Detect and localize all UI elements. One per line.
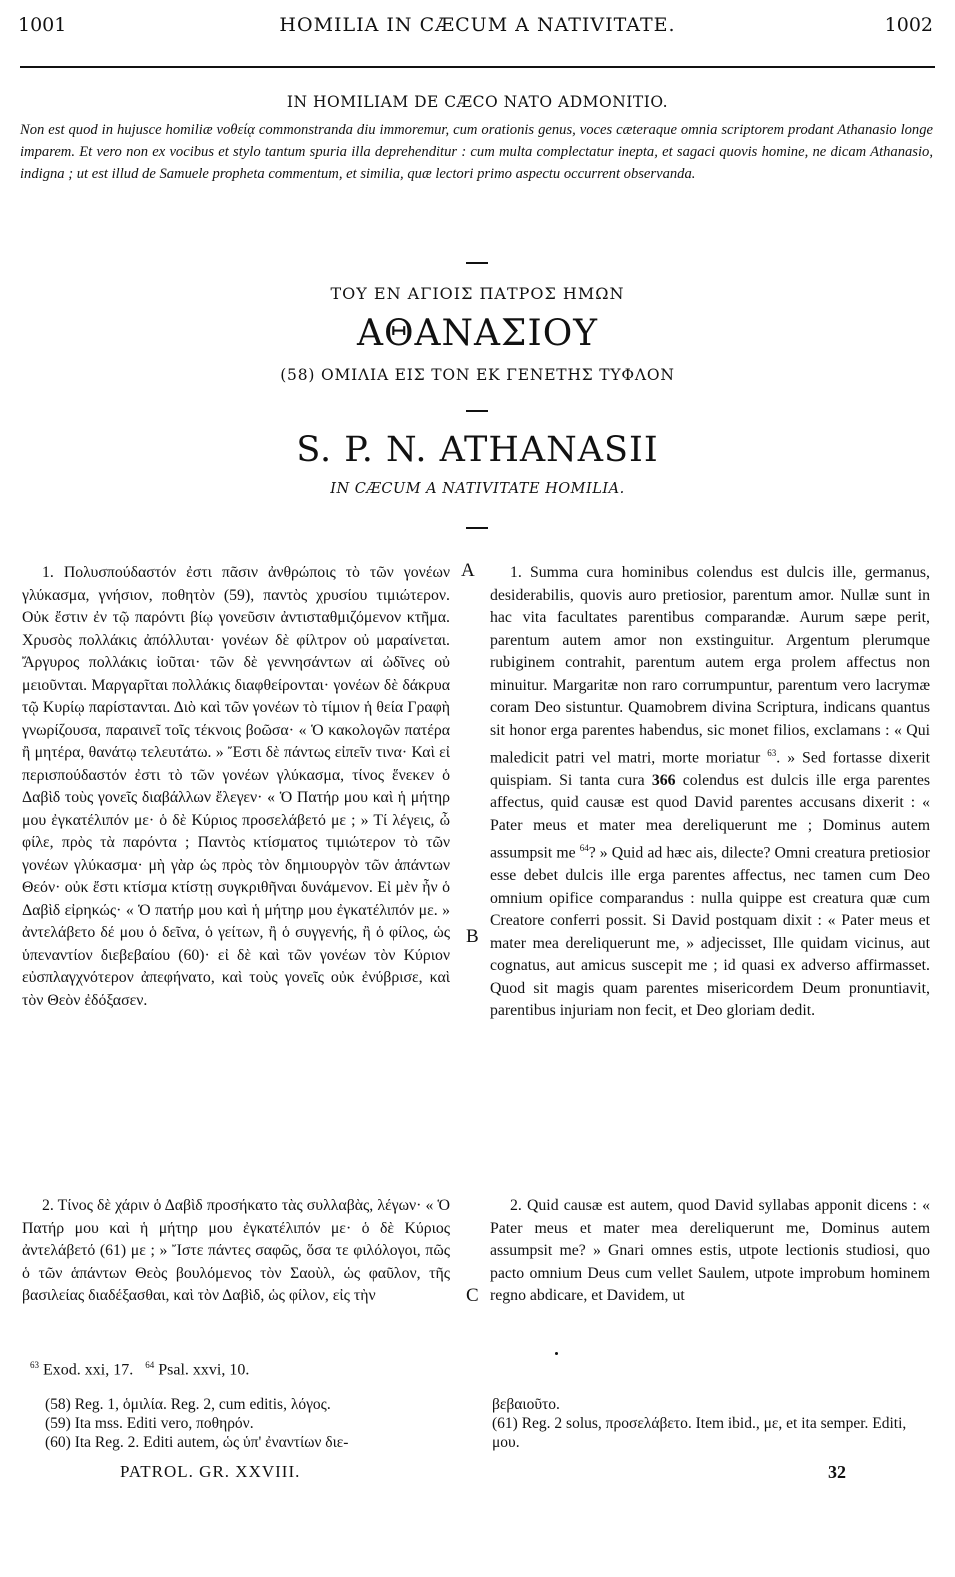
signature-mark: PATROL. GR. XXVIII.: [120, 1462, 301, 1481]
column-number-left: 1001: [18, 14, 67, 36]
latin-homily-title: IN CÆCUM A NATIVITATE HOMILIA.: [330, 481, 625, 497]
margin-letter-b: B: [466, 926, 479, 947]
divider-dash: [466, 410, 488, 412]
divider-dash: [466, 262, 488, 264]
footnotes-right: [492, 1395, 922, 1452]
admonitio-text: Non est quod in hujusce homiliæ νοθείᾳ commonstranda diu immoremur, cum orationis genus, voces cæteraque omnia scriptorem prodant Athanasio longe imparem. Et vero non ex vocibus et stylo tantum spuria illa deprehenditur : cum multa complectatur inepta, et sagaci quovis homine, ne dicam Athanasio, indigna ; ut est illud de Samuele propheta commentum, et similia, quæ lectori primo aspectu occurrent observanda.: [20, 122, 933, 182]
margin-letter-a: A: [461, 560, 475, 581]
footnote: βεβαιοῦτο.: [492, 1396, 560, 1413]
note-text: Exod. xxi, 17.: [43, 1361, 134, 1379]
divider-dash: [466, 527, 488, 529]
column-number-marker: 366: [651, 771, 676, 789]
greek-pretitle: ΤΟΥ ΕΝ ΑΓΙΟΙΣ ΠΑΤΡΟΣ ΗΜΩΝ: [330, 284, 625, 303]
greek-paragraph-1: [22, 562, 450, 1012]
greek-homily-title: (58) ΟΜΙΛΙΑ ΕΙΣ ΤΟΝ ΕΚ ΓΕΝΕΤΗΣ ΤΥΦΛΟΝ: [280, 366, 675, 384]
footnote: (58) Reg. 1, ὁμιλία. Reg. 2, cum editis, λόγος.: [45, 1396, 331, 1413]
ink-dot: [555, 1352, 558, 1355]
note-number: 63: [30, 1360, 39, 1370]
greek-paragraph-2: [22, 1195, 450, 1308]
latin-paragraph-2: [490, 1195, 930, 1308]
latin-paragraph-1: [490, 562, 930, 1023]
margin-letter-c: C: [466, 1285, 479, 1306]
scripture-notes: [30, 1356, 249, 1379]
latin-text: 2. Quid causæ est autem, quod David syllabas apponit dicens : « Pater meus et mater mea dereliquerunt me, Dominus autem assumpsit me? » Gnari omnes estis, utpote lectionis studiosi, quo pacto omnium Deus cum vellet Saulem, utpote improbum hominem regno abdicare, et Davidem, ut: [490, 1197, 930, 1304]
latin-text: ? » Quid ad hæc ais, dilecte? Omni creatura pretiosior esse debet dulcis ille erga parentes affectus, nec tamen cum Deo omnium opifice comparandus : nulla quippe est creatura quæ cum Creatore conferri possit. Si David postquam dixit : « Pater meus et mater mea dereliquerunt me, » adjecisset, Ille quidam vicinus, aut cognatus, aut amicus suscepit me ; id quasi ex adverso affirmasset. Quod sit magis quam parentes misericordem Deum pronuntiavit, parentibus injuriam non fecit, et Deo gloriam dedit.: [490, 844, 931, 1020]
footnote-ref-64: 64: [579, 843, 589, 854]
header-rule: [20, 66, 935, 68]
footnote-ref-63: 63: [767, 748, 777, 758]
greek-text: 2. Τίνος δὲ χάριν ὁ Δαβὶδ προσήκατο τὰς συλλαβὰς, λέγων· « Ὁ Πατήρ μου καὶ ἡ μήτηρ μου ἐγκατέλιπόν με· ὁ δὲ Κύριος ἀντελάβετό (61) με ; » Ἴστε πάντες σαφῶς, ὅσα τε φιλόλογοι, πῶς ὁ τῶν ἁπάντων Θεὸς βουλόμενος τὸν Σαοὺλ, ὡς φαῦλον, τῆς βασιλείας διαδέξασθαι, καὶ τὸν Δαβὶδ, ὡς φίλον, εἰς τὴν: [22, 1197, 450, 1304]
column-number-right: 1002: [884, 14, 933, 36]
latin-text: 1. Summa cura hominibus colendus est dulcis ille, germanus, desiderabilis, quovis auro pretiosior, parentum amor. Nullæ sunt in hac vita facultates parentibus comparandæ. Aurum sæpe perit, parentum autem amor non exstinguitur. Argentum plerumque rubiginem contrahit, parentum autem erga prolem affectus non minuitur. Margaritæ non raro corrumpuntur, parentum vero lacrymæ coram Deo sistuntur. Quamobrem divina Scriptura, indicans quantus sit honor erga parentes habendus, sic monet filios, exclamans : « Qui maledicit patri vel matri, morte moriatur: [490, 564, 930, 767]
admonitio-heading: IN HOMILIAM DE CÆCO NATO ADMONITIO.: [286, 93, 669, 111]
note-text: Psal. xxvi, 10.: [158, 1361, 250, 1379]
greek-text: 1. Πολυσπούδαστόν ἐστι πᾶσιν ἀνθρώποις τὸ τῶν γονέων γλύκασμα, γνήσιον, ποθητὸν (59), παντὸς χρυσίου τιμιώτερον. Οὐκ ἔστιν ἐν τῷ παρόντι βίῳ γονεῦσιν ἀντισταθμιζόμενον κτῆμα. Χρυσὸς πολλάκις ἀπόλλυται· γονέων δὲ φίλτρον οὐ μαραίνεται. Ἄργυρος πολλάκις ἰοῦται· τῶν δὲ γεννησάντων αἱ ὠδῖνες οὐ μειοῦνται. Μαργαρῖται πολλάκις διαφθείρονται· γονέων δὲ δάκρυα τῷ Κυρίῳ παρίστανται. Διὸ καὶ τῶν γονέων τὸ τίμιον ἡ θεία Γραφὴ γνωρίζουσα, παραινεῖ τοῖς τέκνοις βοῶσα· « Ὁ κακολογῶν πατέρα ἢ μητέρα, θανάτῳ τελευτάτω. » Ἔστι δὲ πάντως εἰπεῖν τινα· Καὶ εἰ περισπούδαστόν ἐστι τὸ τῶν γονέων γλύκασμα, τίνος ἕνεκεν ὁ Δαβὶδ τοὺς γονεῖς διαβάλλων ἔλεγεν· « Ὁ Πατήρ μου καὶ ἡ μήτηρ μου ἐγκατέλιπόν με· ὁ δὲ Κύριος προσελάβετό με ; » Τί λέγεις, ὦ φίλε, πρὸς τὰ παρόντα ; Παντὸς κτίσματος τιμιώτερον τὸ τῶν γονέων γλύκασμα· μὴ γὰρ ὡς πρὸς τὸν δημιουργὸν τῶν ἁπάντων Θεόν· οὐκ ἔστι κτίσμα κτίστῃ συγκριθῆναι δυνάμενον. Εἰ μὲν ἦν ὁ Δαβὶδ εἰρηκώς· « Ὁ πατήρ μου καὶ ἡ μήτηρ μου ἐγκατέλιπόν με. » ἀντελάβετο δέ μου ὁ δεῖνα, ὁ γείτων, ἢ ὁ συγγενής, ἢ ὁ φίλος, ὡς ὑπεναντίον διεβεβαίου (60)· εἰ δὲ καὶ τῶν γονέων τὸν Κύριον εὐσπλαγχνότερον ἀπεφήνατο, καὶ τοὺς γονεῖς οὐκ ἐνύβρισε, καὶ τὸν Θεὸν ἐδόξασεν.: [22, 564, 450, 1009]
page-number: 32: [828, 1462, 846, 1482]
footnote: (60) Ita Reg. 2. Editi autem, ὡς ὑπ' ἐναντίων διε-: [45, 1434, 349, 1451]
note-number: 64: [145, 1360, 155, 1370]
footnote: (61) Reg. 2 solus, προσελάβετο. Item ibid., με, et ita semper. Editi, μου.: [492, 1415, 907, 1451]
latin-author-name: S. P. N. ATHANASII: [296, 430, 659, 470]
latin-text: colendus est dulcis ille erga parentes affectus, quid causæ est quod David parentes accusans dixerit : « Pater meus et mater mea dereliquerunt me ; Dominus autem assumpsit me: [490, 771, 931, 862]
greek-author-name: ΑΘΑΝΑΣΙΟΥ: [357, 313, 598, 354]
running-title: HOMILIA IN CÆCUM A NATIVITATE.: [279, 14, 676, 36]
latin-text: . » Sed fortasse dixerit quispiam. Si tanta cura: [490, 749, 931, 789]
footnotes-left: [45, 1395, 465, 1452]
footnote: (59) Ita mss. Editi vero, ποθηρόν.: [45, 1415, 254, 1432]
